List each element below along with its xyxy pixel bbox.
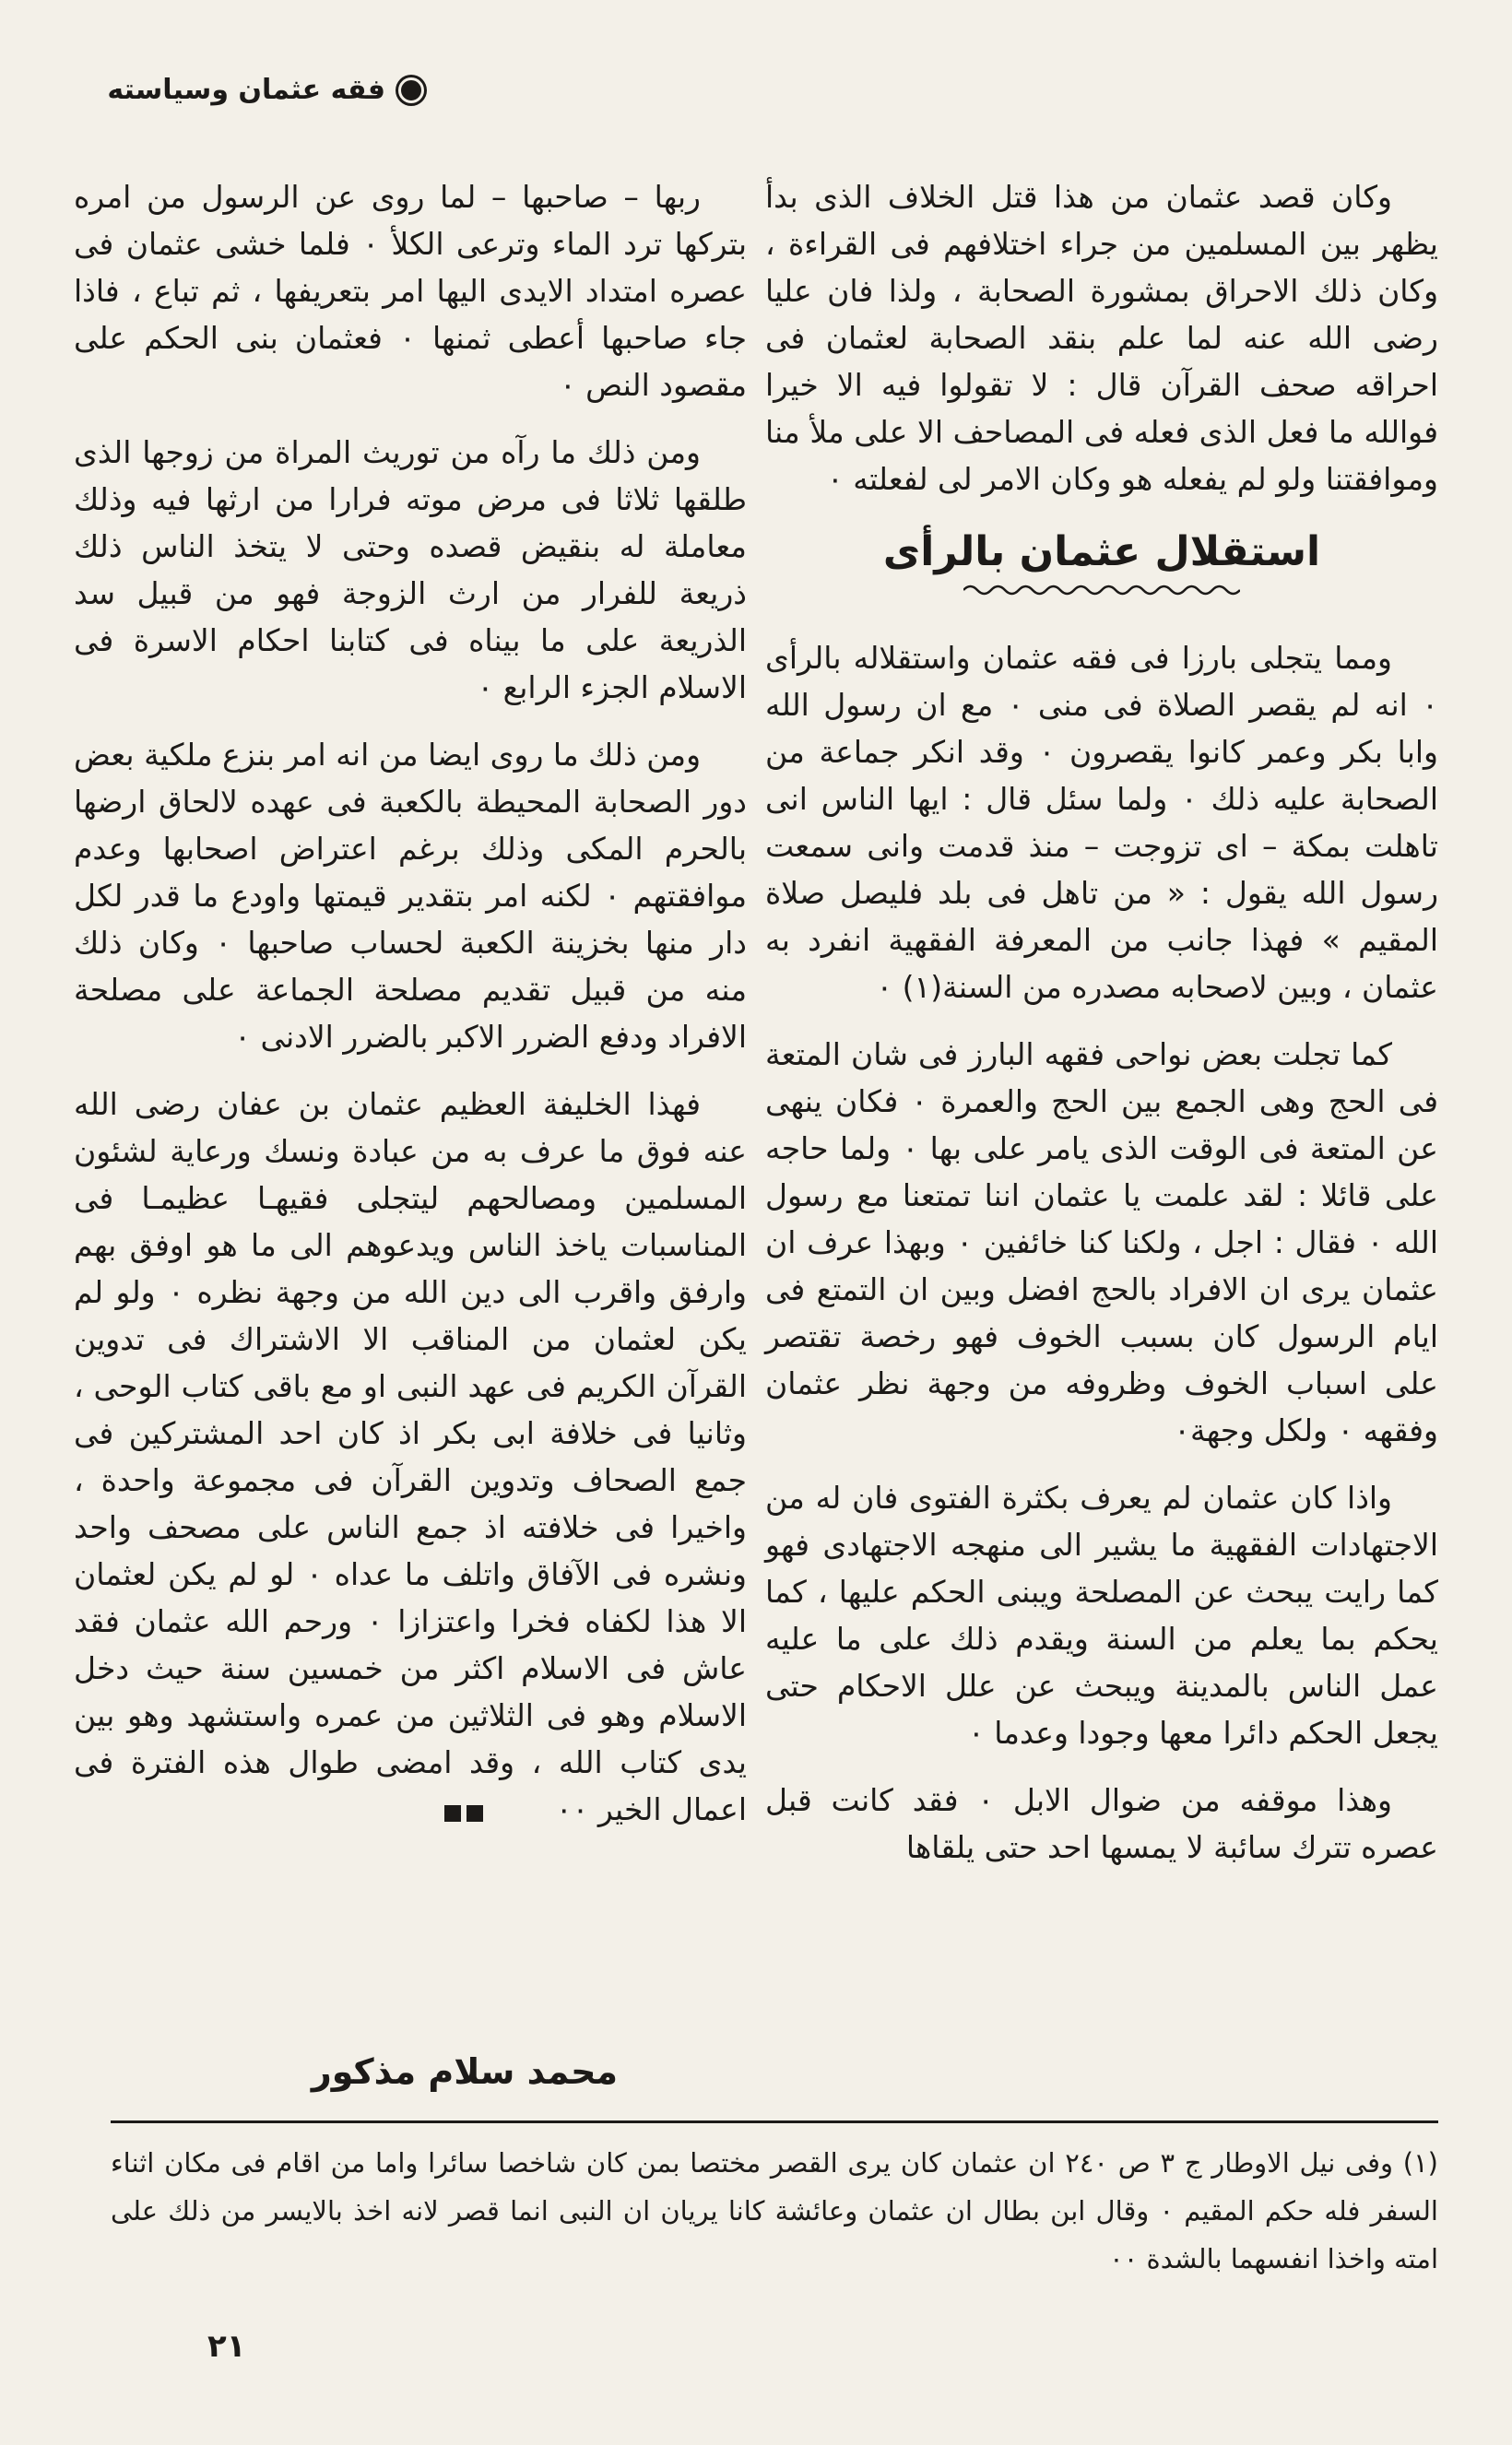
running-head — [55, 74, 424, 106]
wavy-divider-icon — [963, 583, 1240, 597]
page-number: ٢١ — [207, 2328, 246, 2365]
paragraph: واذا كان عثمان لم يعرف بكثرة الفتوى فان له من الاجتهادات الفقهية ما يشير الى منهجه الاجتهادى فهو كما رايت يبحث عن المصلحة ويبنى الحكم عليها ، كما يحكم بما يعلم من السنة ويقدم ذلك على ما عليه عمل الناس بالمدينة ويبحث عن علل الاحكام حتى يجعل الحكم دائرا معها وجودا وعدما ٠ — [765, 1480, 1438, 1751]
paragraph: ومما يتجلى بارزا فى فقه عثمان واستقلاله بالرأى ٠ انه لم يقصر الصلاة فى منى ٠ مع ان رسول الله وابا بكر وعمر كانوا يقصرون ٠ وقد انكر جماعة من الصحابة عليه ذلك ٠ ولما سئل قال : ايها الناس انى تاهلت بمكة – اى تزوجت – منذ قدمت وانى سمعت رسول الله يقول : « من تاهل فى بلد فليصل صلاة المقيم » فهذا جانب من المعرفة الفقهية انفرد به عثمان ، وبين لاصحابه مصدره من السنة(١) ٠ — [765, 640, 1438, 1005]
right-column — [765, 173, 1438, 1891]
paragraph: وهذا موقفه من ضوال الابل ٠ فقد كانت قبل عصره تترك سائبة لا يمسها احد حتى يلقاها — [765, 1782, 1438, 1865]
paragraph: ربها – صاحبها – لما روى عن الرسول من امره بتركها ترد الماء وترعى الكلأ ٠ فلما خشى عثمان فى عصره امتداد الايدى اليها امر بتعريفها ، ثم تباع ، فاذا جاء صاحبها أعطى ثمنها ٠ فعثمان بنى الحكم على مقصود النص ٠ — [74, 179, 747, 403]
paragraph: كما تجلت بعض نواحى فقهه البارز فى شان المتعة فى الحج وهى الجمع بين الحج والعمرة ٠ فكان ينهى عن المتعة فى الوقت الذى يامر على بها ٠ ولما حاجه على قائلا : لقد علمت يا عثمان اننا تمتعنا مع رسول الله ٠ فقال : اجل ، ولكنا كنا خائفين ٠ وبهذا عرف ان عثمان يرى ان الافراد بالحج افضل وبين ان التمتع فى ايام الرسول كان بسبب الخوف فهو رخصة تقتصر على اسباب الخوف وظروفه من وجهة نظر عثمان وفقهه ٠ ولكل وجهة٠ — [765, 1036, 1438, 1448]
bullet-icon — [398, 77, 424, 103]
closing-paragraph-text: فهذا الخليفة العظيم عثمان بن عفان رضى الله عنه فوق ما عرف به من عبادة ونسك ورعاية لشئون المسلمين ومصالحهم ليتجلى فقيهـا عظيمـا فى المناسبات ياخذ الناس ويدعوهم الى ما هو اوفق بهم وارفق واقرب الى دين الله من وجهة نظره ٠ ولو لم يكن لعثمان من المناقب الا الاشتراك فى تدوين القرآن الكريم فى عهد النبى او مع باقى كتاب الوحى ، وثانيا فى خلافة ابى بكر اذ كان احد المشتركين فى جمع الصحاف وتدوين القرآن فى مجموعة واحدة ، واخيرا فى خلافته اذ جمع الناس على مصحف واحد ونشره فى الآفاق واتلف ما عداه ٠ لو لم يكن لعثمان الا هذا لكفاه فخرا واعتزازا ٠ ورحم الله عثمان فقد عاش فى الاسلام اكثر من خمسين سنة حيث دخل الاسلام وهو فى الثلاثين من عمره واستشهد وهو بين يدى كتاب الله ، وقد امضى طوال هذه الفترة فى اعمال الخير ٠٠ — [74, 1086, 747, 1827]
left-column — [74, 173, 747, 1855]
paragraph: ومن ذلك ما رآه من توريث المراة من زوجها الذى طلقها ثلاثا فى مرض موته فرارا من ارثها فيه وذلك معاملة له بنقيض قصده وحتى لا يتخذ الناس ذلك ذريعة للفرار من ارث الزوجة فهو من قبيل سد الذريعة على ما بيناه فى كتابنا احكام الاسرة فى الاسلام الجزء الرابع ٠ — [74, 434, 747, 705]
intro-paragraph: وكان قصد عثمان من هذا قتل الخلاف الذى بدأ يظهر بين المسلمين من جراء اختلافهم فى القراءة ، وكان ذلك الاحراق بمشورة الصحابة ، ولذا فان عليا رضى الله عنه لما علم بنقد الصحابة لعثمان فى احراقه صحف القرآن قال : لا تقولوا فيه الا خيرا فوالله ما فعل الذى فعله فى المصاحف الا على ملأ منا وموافقتنا ولو لم يفعله هو وكان الامر لى لفعلته ٠ — [765, 179, 1438, 497]
section-heading: استقلال عثمان بالرأى — [882, 528, 1321, 575]
paragraph: ومن ذلك ما روى ايضا من انه امر بنزع ملكية بعض دور الصحابة المحيطة بالكعبة فى عهده لالحاق ارضها بالحرم المكى وذلك برغم اعتراض اصحابها وعدم موافقتهم ٠ لكنه امر بتقدير قيمتها واودع ما قدر لكل دار منها بخزينة الكعبة لحساب صاحبها ٠ وكان ذلك منه من قبيل تقديم مصلحة الجماعة على مصلحة الافراد ودفع الضرر الاكبر بالضرر الادنى ٠ — [74, 737, 748, 1055]
closing-paragraph — [74, 1081, 747, 1835]
footnote-divider — [111, 2120, 1438, 2123]
end-mark-icon — [439, 1788, 529, 1835]
footnote: (١) وفى نيل الاوطار ج ٣ ص ٢٤٠ ان عثمان كان يرى القصر مختصا بمن كان شاخصا سائرا واما من اقام فى مكان اثناء السفر فله حكم المقيم ٠ وقال ابن بطال ان عثمان وعائشة كانا يريان ان النبى انما قصر لانه اخذ بالايسر من ذلك على امته واخذا انفسهما بالشدة ٠٠ — [111, 2147, 1438, 2274]
running-head-text: فقه عثمان وسياسته — [107, 74, 385, 106]
author-signature: محمد سلام مذكور — [311, 2051, 618, 2092]
